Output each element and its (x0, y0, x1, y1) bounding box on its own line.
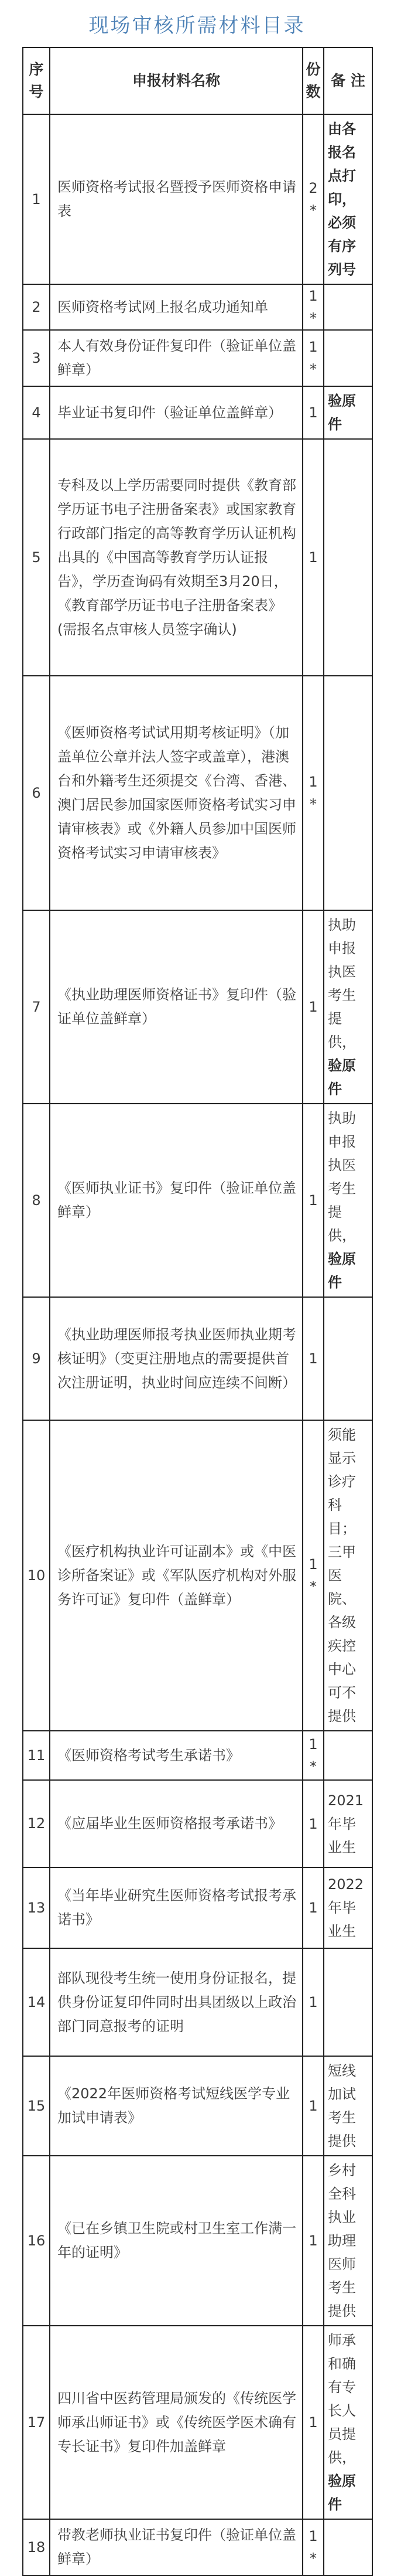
note-emphasis: 验原件 (328, 2473, 356, 2513)
row-number: 14 (23, 1948, 50, 2056)
note-text: 执助申报执医考生提供， (328, 1110, 356, 1244)
material-name: 《当年毕业研究生医师资格考试报考承诺书》 (50, 1867, 303, 1948)
note-emphasis: 验原件 (328, 1251, 356, 1291)
copy-count: 1 (303, 910, 324, 1104)
note (324, 910, 372, 1104)
material-name: 医师资格考试报名暨授予医师资格申请表 (50, 114, 303, 284)
table-row (23, 2056, 372, 2156)
table-row (23, 1104, 372, 1297)
note (324, 1731, 372, 1780)
table-row (23, 2156, 372, 2326)
header-count: 份数 (303, 47, 324, 114)
table-row (23, 1420, 372, 1731)
material-name: 带教老师执业证书复印件（验证单位盖鲜章） (50, 2519, 303, 2575)
material-name: 专科及以上学历需要同时提供《教育部学历证书电子注册备案表》或国家教育行政部门指定的高等教育学历认证机构出具的《中国高等教育学历认证报告》，学历查询码有效期至3月20日，《教育部学历证书电子注册备案表》(需报名点审核人员签字确认) (50, 439, 303, 676)
row-number: 9 (23, 1297, 50, 1420)
table-header-row (23, 47, 372, 114)
note-text: 师承和确有专长人员提供， (328, 2332, 356, 2466)
note (324, 439, 372, 676)
note (324, 2156, 372, 2326)
table-row (23, 386, 372, 439)
material-name: 部队现役考生统一使用身份证报名，提供身份证复印件同时出具团级以上政治部门同意报考的证明 (50, 1948, 303, 2056)
row-number: 11 (23, 1731, 50, 1780)
material-name: 本人有效身份证件复印件（验证单位盖鲜章） (50, 330, 303, 386)
copy-count: 2 * (303, 114, 324, 284)
note-emphasis: 验原件 (328, 393, 356, 433)
row-number: 10 (23, 1420, 50, 1731)
table-row (23, 910, 372, 1104)
table-row (23, 1780, 372, 1867)
row-number: 8 (23, 1104, 50, 1297)
table-row (23, 1948, 372, 2056)
row-number: 3 (23, 330, 50, 386)
table-row (23, 2326, 372, 2519)
material-name: 《医师资格考试试用期考核证明》（加盖单位公章并法人签字或盖章），港澳台和外籍考生还须提交《台湾、香港、澳门居民参加国家医师资格考试实习申请审核表》或《外籍人员参加中国医师资格考试实习申请审核表》 (50, 676, 303, 910)
note-text: 2021年毕业生 (328, 1792, 364, 1856)
table-row (23, 676, 372, 910)
material-name: 《医师资格考试考生承诺书》 (50, 1731, 303, 1780)
note-text: 短线加试考生提供 (328, 2063, 356, 2149)
table-row (23, 1297, 372, 1420)
row-number: 7 (23, 910, 50, 1104)
row-number: 5 (23, 439, 50, 676)
row-number: 16 (23, 2156, 50, 2326)
row-number: 6 (23, 676, 50, 910)
note (324, 114, 372, 284)
note (324, 1948, 372, 2056)
note-emphasis: 验原件 (328, 1057, 356, 1097)
materials-table (22, 47, 373, 2576)
copy-count: 1 * (303, 2519, 324, 2575)
note (324, 2056, 372, 2156)
note-text: 执助申报执医考生提供， (328, 917, 356, 1050)
note (324, 2326, 372, 2519)
material-name: 《2022年医师资格考试短线医学专业加试申请表》 (50, 2056, 303, 2156)
copy-count: 1 (303, 2156, 324, 2326)
material-name: 《医师执业证书》复印件（验证单位盖鲜章） (50, 1104, 303, 1297)
copy-count: 1 (303, 1948, 324, 2056)
copy-count: 1 (303, 1104, 324, 1297)
copy-count: 1 * (303, 676, 324, 910)
note (324, 1867, 372, 1948)
copy-count: 1 (303, 2326, 324, 2519)
material-name: 《应届毕业生医师资格报考承诺书》 (50, 1780, 303, 1867)
table-row (23, 114, 372, 284)
material-name: 四川省中医药管理局颁发的《传统医学师承出师证书》或《传统医学医术确有专长证书》复印件加盖鲜章 (50, 2326, 303, 2519)
table-row (23, 1731, 372, 1780)
copy-count: 1 (303, 1780, 324, 1867)
row-number: 4 (23, 386, 50, 439)
table-row (23, 1867, 372, 1948)
copy-count: 1 (303, 386, 324, 439)
note (324, 284, 372, 330)
copy-count: 1 (303, 1297, 324, 1420)
header-no: 序号 (23, 47, 50, 114)
material-name: 医师资格考试网上报名成功通知单 (50, 284, 303, 330)
copy-count: 1 (303, 2056, 324, 2156)
copy-count: 1 (303, 439, 324, 676)
note (324, 2519, 372, 2575)
note (324, 1104, 372, 1297)
table-row (23, 2519, 372, 2575)
row-number: 18 (23, 2519, 50, 2575)
copy-count: 1 * (303, 330, 324, 386)
note (324, 386, 372, 439)
row-number: 12 (23, 1780, 50, 1867)
note-text: 2022年毕业生 (328, 1876, 364, 1939)
row-number: 1 (23, 114, 50, 284)
row-number: 17 (23, 2326, 50, 2519)
material-name: 《已在乡镇卫生院或村卫生室工作满一年的证明》 (50, 2156, 303, 2326)
note (324, 676, 372, 910)
note (324, 330, 372, 386)
note (324, 1420, 372, 1731)
row-number: 15 (23, 2056, 50, 2156)
table-row (23, 284, 372, 330)
table-row (23, 330, 372, 386)
note-text: 须能显示诊疗科目；三甲医院、各级疾控中心可不提供 (328, 1427, 356, 1724)
note-emphasis: 由各报名点打印，必须有序列号 (328, 121, 356, 278)
note-text: 乡村全科执业助理医师考生提供 (328, 2162, 356, 2319)
table-body (23, 114, 372, 2575)
copy-count: 1 (303, 1867, 324, 1948)
page-title: 现场审核所需材料目录 (88, 13, 306, 38)
material-name: 《执业助理医师报考执业医师执业期考核证明》（变更注册地点的需要提供首次注册证明，执业时间应连续不间断） (50, 1297, 303, 1420)
material-name: 毕业证书复印件（验证单位盖鲜章） (50, 386, 303, 439)
note (324, 1780, 372, 1867)
header-name: 申报材料名称 (50, 47, 303, 114)
material-name: 《执业助理医师资格证书》复印件（验证单位盖鲜章） (50, 910, 303, 1104)
row-number: 2 (23, 284, 50, 330)
table-row (23, 439, 372, 676)
row-number: 13 (23, 1867, 50, 1948)
note (324, 1297, 372, 1420)
copy-count: 1 * (303, 1731, 324, 1780)
header-note: 备 注 (324, 47, 372, 114)
copy-count: 1 * (303, 284, 324, 330)
material-name: 《医疗机构执业许可证副本》或《中医诊所备案证》或《军队医疗机构对外服务许可证》复印件（盖鲜章） (50, 1420, 303, 1731)
copy-count: 1 * (303, 1420, 324, 1731)
